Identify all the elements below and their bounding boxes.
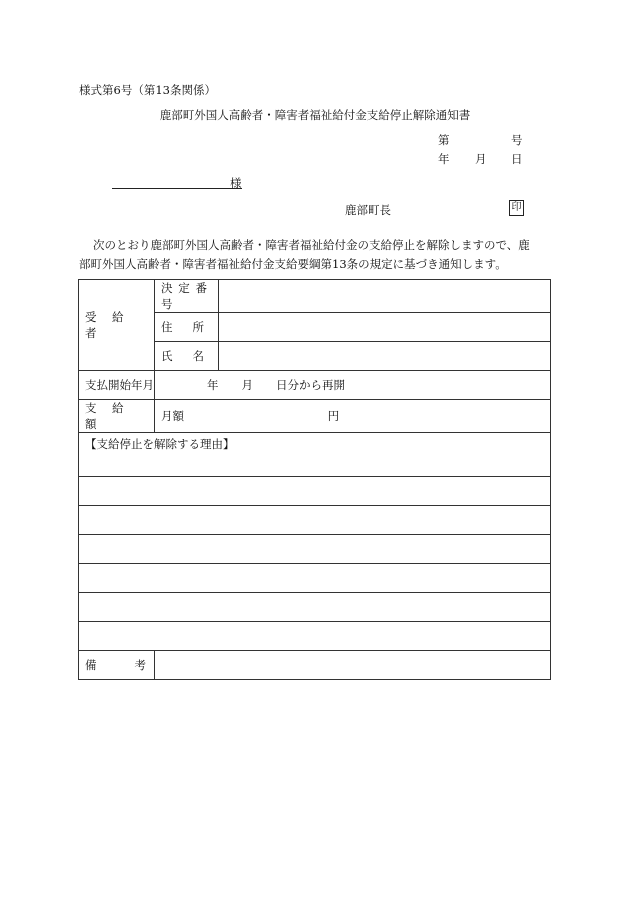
date-year: 年 [438, 152, 450, 166]
body-line-1: 次のとおり鹿部町外国人高齢者・障害者福祉給付金の支給停止を解除しますので、鹿 [93, 238, 530, 252]
amount-label: 支給額 [79, 400, 155, 433]
addressee-line [112, 188, 242, 189]
reason-line[interactable] [79, 477, 551, 506]
amount-field[interactable] [155, 400, 551, 433]
payment-start-field[interactable]: 年 月 日分から再開 [155, 371, 551, 400]
document-title: 鹿部町外国人高齢者・障害者福祉給付金支給停止解除通知書 [159, 108, 471, 122]
addressee-honorific: 様 [230, 176, 242, 190]
name-label: 氏 名 [155, 342, 219, 371]
monthly-label: 月額 [161, 409, 184, 423]
remarks-label: 備 考 [79, 651, 155, 680]
issuer-name: 鹿部町長 [345, 203, 391, 217]
date-day: 日 [511, 152, 523, 166]
name-field[interactable] [219, 342, 551, 371]
yen-unit: 円 [327, 409, 340, 423]
reason-line[interactable] [79, 535, 551, 564]
decision-number-field[interactable] [219, 280, 551, 313]
notification-form-table [78, 279, 551, 680]
date-month: 月 [475, 152, 487, 166]
form-number: 様式第6号（第13条関係） [79, 83, 216, 97]
address-field[interactable] [219, 313, 551, 342]
recipient-header: 受給者 [79, 280, 155, 371]
seal-mark: 印 [509, 200, 524, 216]
address-label: 住 所 [155, 313, 219, 342]
reason-line[interactable] [79, 506, 551, 535]
reason-line[interactable] [79, 593, 551, 622]
doc-number-label: 第 [438, 133, 450, 147]
payment-start-label: 支払開始年月 [79, 371, 155, 400]
reason-line[interactable] [79, 564, 551, 593]
doc-number-suffix: 号 [511, 133, 523, 147]
remarks-field[interactable] [155, 651, 551, 680]
body-line-2: 部町外国人高齢者・障害者福祉給付金支給要綱第13条の規定に基づき通知します。 [79, 257, 507, 271]
reason-header: 【支給停止を解除する理由】 [79, 433, 551, 477]
decision-number-label: 決定番号 [155, 280, 219, 313]
body-text [79, 236, 551, 274]
reason-line[interactable] [79, 622, 551, 651]
